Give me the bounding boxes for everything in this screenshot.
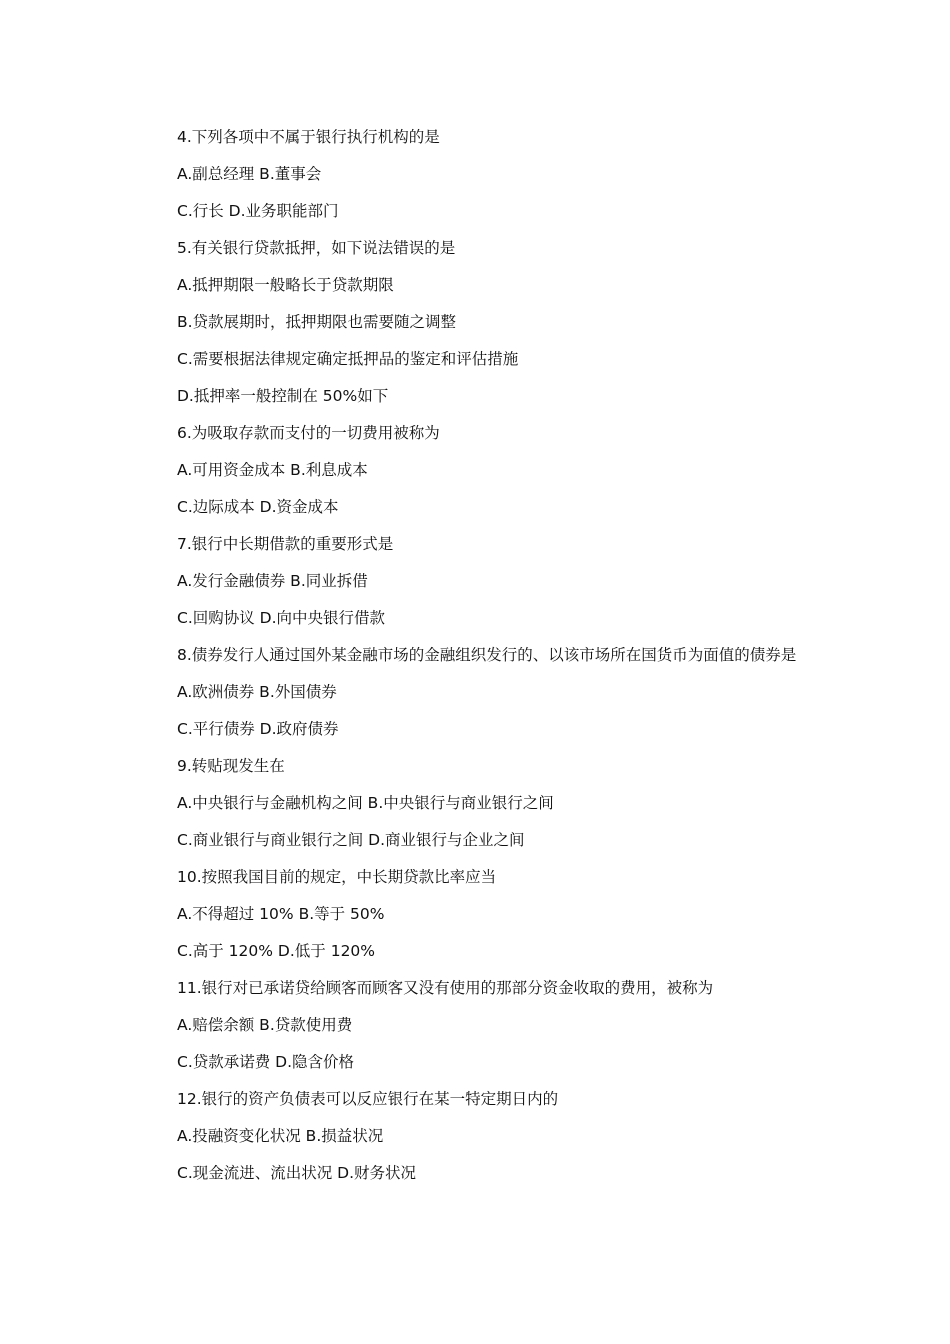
- question-4-stem: 4.下列各项中不属于银行执行机构的是: [177, 128, 440, 146]
- question-8-options-cd: C.平行债券 D.政府债券: [177, 720, 339, 738]
- question-9-stem: 9.转贴现发生在: [177, 757, 285, 775]
- question-5-option-a: A.抵押期限一般略长于贷款期限: [177, 276, 394, 294]
- question-6-options-cd: C.边际成本 D.资金成本: [177, 498, 339, 516]
- question-4-options-ab: A.副总经理 B.董事会: [177, 165, 322, 183]
- question-11-options-cd: C.贷款承诺费 D.隐含价格: [177, 1053, 355, 1071]
- question-12-options-cd: C.现金流进、流出状况 D.财务状况: [177, 1164, 417, 1182]
- question-7-options-ab: A.发行金融债券 B.同业拆借: [177, 572, 368, 590]
- question-5-option-b: B.贷款展期时，抵押期限也需要随之调整: [177, 313, 457, 331]
- question-6-options-ab: A.可用资金成本 B.利息成本: [177, 461, 368, 479]
- question-10-stem: 10.按照我国目前的规定，中长期贷款比率应当: [177, 868, 497, 886]
- question-7-options-cd: C.回购协议 D.向中央银行借款: [177, 609, 386, 627]
- question-12-stem: 12.银行的资产负债表可以反应银行在某一特定期日内的: [177, 1090, 559, 1108]
- question-8-options-ab: A.欧洲债券 B.外国债券: [177, 683, 337, 701]
- question-8-stem: 8.债券发行人通过国外某金融市场的金融组织发行的、以该市场所在国货币为面值的债券是: [177, 646, 797, 664]
- question-4-options-cd: C.行长 D.业务职能部门: [177, 202, 339, 220]
- question-5-stem: 5.有关银行贷款抵押，如下说法错误的是: [177, 239, 456, 257]
- question-10-options-cd: C.高于 120% D.低于 120%: [177, 942, 376, 960]
- question-9-options-ab: A.中央银行与金融机构之间 B.中央银行与商业银行之间: [177, 794, 554, 812]
- question-9-options-cd: C.商业银行与商业银行之间 D.商业银行与企业之间: [177, 831, 525, 849]
- question-11-stem: 11.银行对已承诺贷给顾客而顾客又没有使用的那部分资金收取的费用，被称为: [177, 979, 714, 997]
- document-content: [146, 124, 806, 1197]
- question-6-stem: 6.为吸取存款而支付的一切费用被称为: [177, 424, 440, 442]
- question-11-options-ab: A.赔偿余额 B.贷款使用费: [177, 1016, 353, 1034]
- question-5-option-c: C.需要根据法律规定确定抵押品的鉴定和评估措施: [177, 350, 519, 368]
- question-7-stem: 7.银行中长期借款的重要形式是: [177, 535, 394, 553]
- question-10-options-ab: A.不得超过 10% B.等于 50%: [177, 905, 385, 923]
- question-12-options-ab: A.投融资变化状况 B.损益状况: [177, 1127, 384, 1145]
- question-5-option-d: D.抵押率一般控制在 50%如下: [177, 387, 389, 405]
